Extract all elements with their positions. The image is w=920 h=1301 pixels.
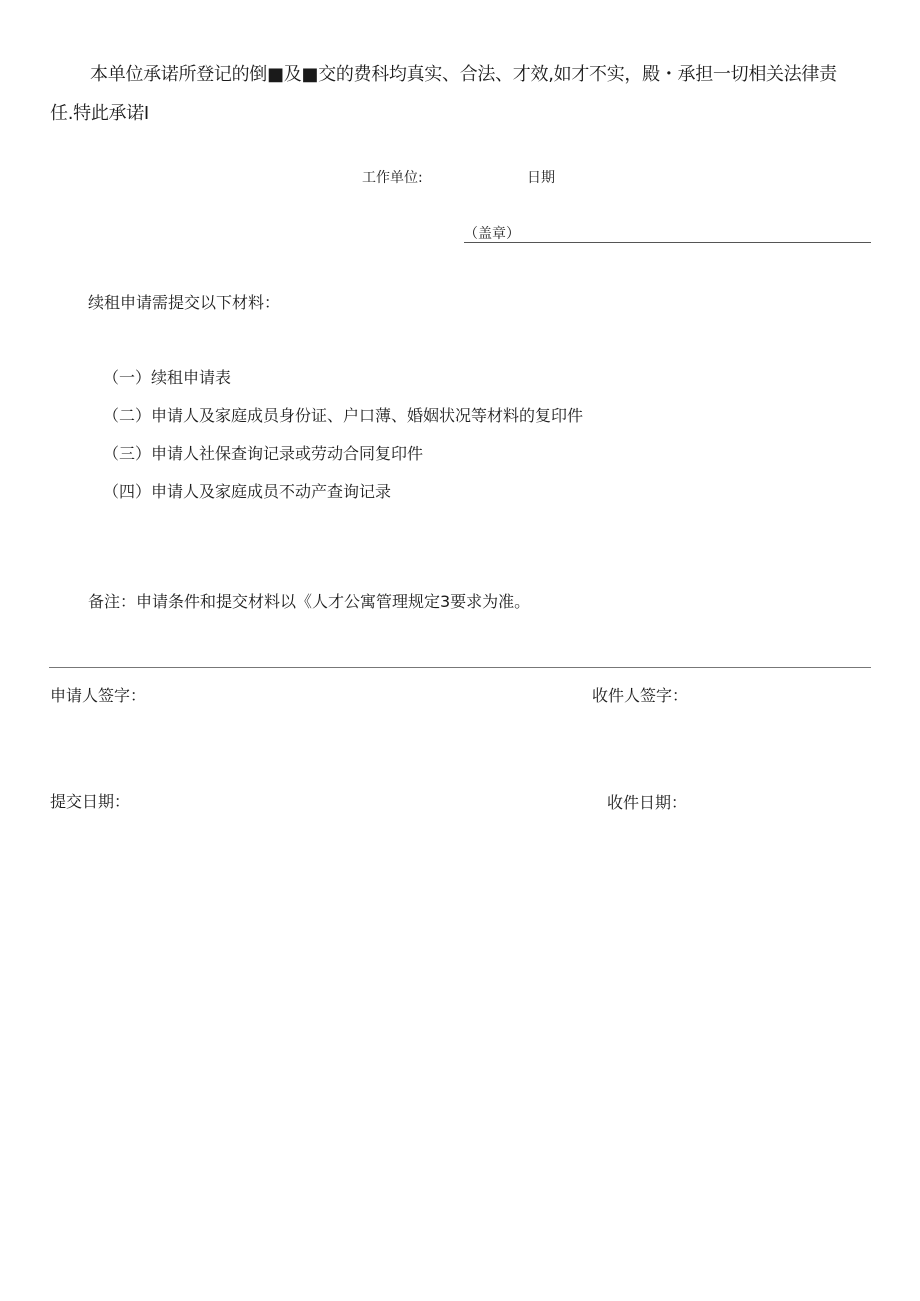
receive-date-label: 收件日期： bbox=[607, 793, 688, 812]
section-divider bbox=[49, 667, 871, 668]
material-item: （二）申请人及家庭成员身份证、户口薄、婚姻状况等材料的复印件 bbox=[103, 406, 584, 425]
pledge-text-line-2: 任.特此承诺I bbox=[50, 103, 149, 124]
material-item: （四）申请人及家庭成员不动产查询记录 bbox=[103, 482, 392, 501]
seal-underline bbox=[464, 242, 871, 243]
materials-heading: 续租申请需提交以下材料： bbox=[88, 293, 281, 312]
pledge-text-line-1: 本单位承诺所登记的倒■及■交的费科均真实、合法、才效,如才不实，殿・承担一切相关法律责 bbox=[90, 64, 837, 85]
material-item: （一）续租申请表 bbox=[103, 368, 232, 387]
date-label: 日期 bbox=[527, 170, 555, 186]
submit-date-label: 提交日期： bbox=[50, 792, 131, 811]
receiver-signature-label: 收件人签字： bbox=[592, 686, 689, 705]
work-unit-label: 工作单位: bbox=[362, 170, 423, 186]
seal-label: （盖章） bbox=[464, 226, 520, 242]
remark-note: 备注：申请条件和提交材料以《人才公寓管理规定3要求为准。 bbox=[88, 592, 531, 611]
material-item: （三）申请人社保查询记录或劳动合同复印件 bbox=[103, 444, 424, 463]
applicant-signature-label: 申请人签字： bbox=[50, 686, 147, 705]
